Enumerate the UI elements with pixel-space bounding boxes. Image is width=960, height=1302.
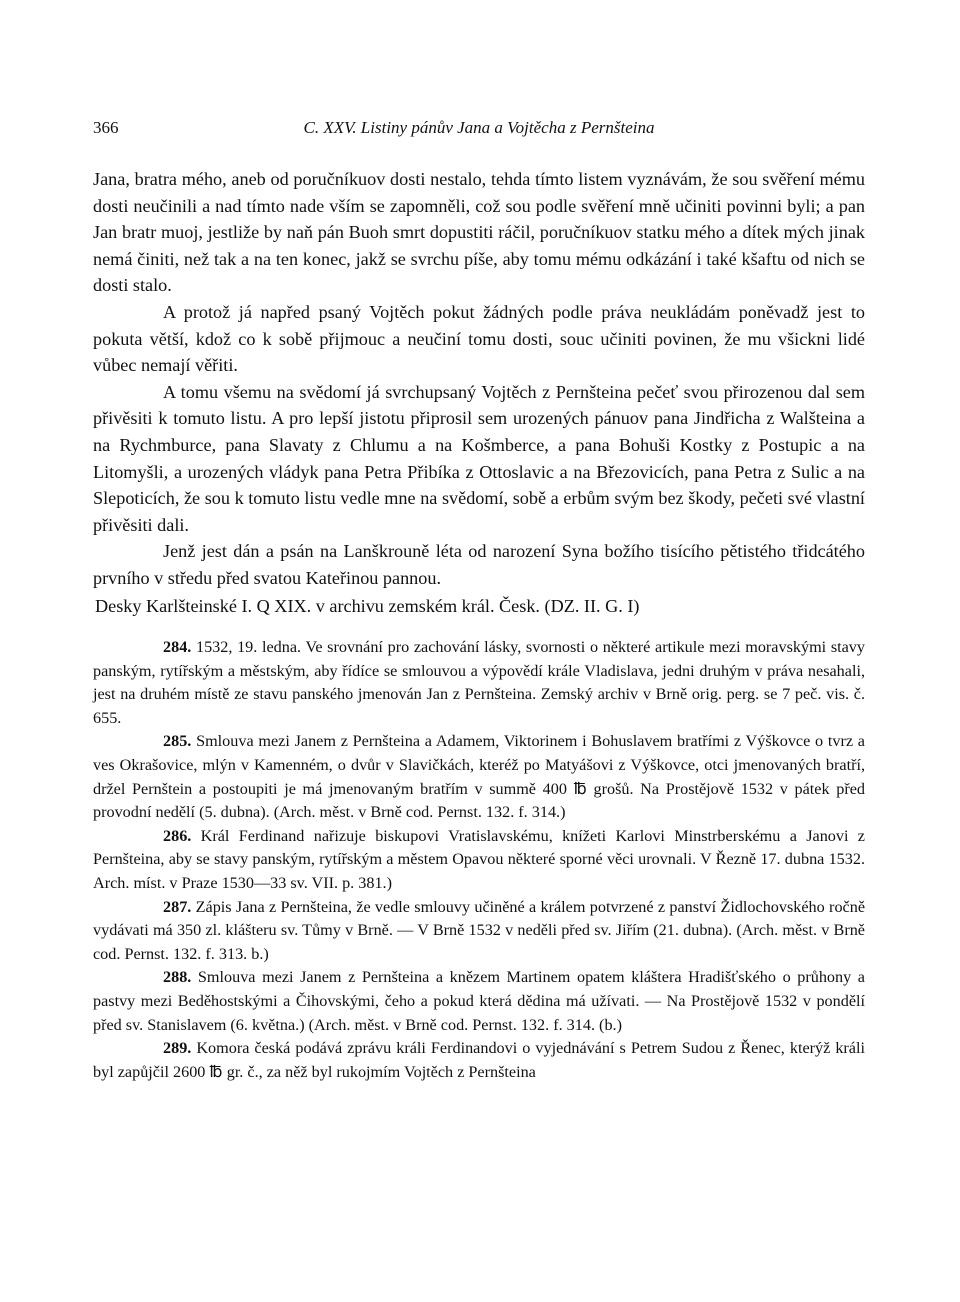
entry-number: 284. (163, 638, 192, 657)
regesta-list (93, 636, 865, 1084)
entry-text: 1532, 19. ledna. Ve srovnání pro zachování lásky, svornosti o některé artikule mezi moravskými stavy panským, rytířským a městským, aby řídíce se smlouvou a výpovědí krále Vladislava, jedni druhým v práva nesahali, jest na druhém místě ze stavu panského jmenován Jan z Pernšteina. Zemský archiv v Brně orig. perg. se 7 peč. vis. č. 655. (93, 638, 865, 727)
entry-number: 288. (163, 968, 192, 987)
entry-text: Smlouva mezi Janem z Pernšteina a Adamem, Viktorinem i Bohuslavem bratřími z Výškovce o tvrz a ves Okrašovice, mlýn v Kamenném, o dvůr v Slavičkách, kteréž po Matyášovi z Výškovce, otci jmenovaných bratří, držel Pernštein a postoupiti je má jmenovaným bratřím v summě 400 ℔ grošů. Na Prostějově 1532 v pátek před provodní nedělí (5. dubna). (Arch. měst. v Brně cod. Pernst. 132. f. 314.) (93, 732, 865, 822)
paragraph: Jana, bratra mého, aneb od poručníkuov dosti nestalo, tehda tímto listem vyznávám, že sou svěření mému dosti neučinili a nad tímto nade vším se zapomněli, což sou podle svěření mně učiniti povinni byli; a pan Jan bratr muoj, jestliže by naň pán Buoh smrt dopustiti ráčil, poručníkuov statku mého a dítek mých jinak nemá činiti, než tak a na ten konec, jakž se svrchu píše, aby tomu mému odkázání i také kšaftu od nich se dosti stalo. (93, 169, 865, 296)
paragraph: Jenž jest dán a psán na Lanškrouně léta od narození Syna božího tisícího pětistého třidcátého prvního v středu před svatou Kateřinou pannou. (93, 541, 865, 588)
entry-text: Zápis Jana z Pernšteina, že vedle smlouvy učiněné a králem potvrzené z panství Židlochovského ročně vydávati má 350 zl. klášteru sv. Tůmy v Brně. — V Brně 1532 v neděli před sv. Jiřím (21. dubna). (Arch. měst. v Brně cod. Pernst. 132. f. 313. b.) (93, 897, 865, 963)
running-title: C. XXV. Listiny pánův Jana a Vojtěcha z Pernšteina (303, 118, 655, 137)
entry-number: 285. (163, 732, 192, 751)
paragraph: A protož já napřed psaný Vojtěch pokut žádných podle práva neukládám poněvadž jest to pokuta větší, kdož co k sobě přijmouc a neučiní tomu dosti, souc učiniti povinen, že mu všickni lidé vůbec nemají věřiti. (93, 301, 865, 376)
regest-entry (93, 1037, 865, 1084)
charter-text (93, 166, 865, 619)
entry-text: Smlouva mezi Janem z Pernšteina a knězem Martinem opatem kláštera Hradišťského o průhony a pastvy mezi Beděhostskými a Čihovskými, čeho a pokud která dědina má užívati. — Na Prostějově 1532 v pondělí před sv. Stanislavem (6. května.) (Arch. měst. v Brně cod. Pernst. 132. f. 314. (b.) (93, 968, 865, 1034)
entry-number: 286. (163, 826, 192, 845)
entry-number: 287. (163, 897, 192, 916)
source-note: Desky Karlšteinské I. Q XIX. v archivu zemském král. Česk. (DZ. II. G. I) (95, 595, 640, 616)
paragraph: A tomu všemu na svědomí já svrchupsaný Vojtěch z Pernšteina pečeť svou přirozenou dal sem přivěsiti k tomuto listu. A pro lepší jistotu připrosil sem urozených pánuov pana Jindřicha z Walšteina a na Rychmburce, pana Slavaty z Chlumu a na Košmberce, a pana Bohuši Kostky z Postupic a na Litomyšli, a urozených vládyk pana Petra Přibíka z Ottoslavic a na Březovicích, pana Petra z Sulic a na Slepoticích, že sou k tomuto listu vedle mne na svědomí, sobě a erbům svým bez škody, pečeti své vlastní přivěsiti dali. (93, 381, 865, 535)
page-number: 366 (93, 118, 119, 137)
entry-text: Komora česká podává zprávu králi Ferdinandovi o vyjednávání s Petrem Sudou z Řenec, kterýž králi byl zapůjčil 2600 ℔ gr. č., za něž byl rukojmím Vojtěch z Pernšteina (93, 1039, 865, 1081)
regest-entry (93, 730, 865, 824)
entry-text: Král Ferdinand nařizuje biskupovi Vratislavskému, knížeti Karlovi Minstrberskému a Janovi z Pernšteina, aby se stavy panským, rytířským a městem Opavou některé sporné věci urovnali. V Řezně 17. dubna 1532. Arch. míst. v Praze 1530—33 sv. VII. p. 381.) (93, 826, 865, 893)
regest-entry (93, 966, 865, 1037)
page-body (93, 166, 865, 1084)
entry-number: 289. (163, 1039, 192, 1058)
regest-entry (93, 636, 865, 730)
regest-entry (93, 896, 865, 967)
page-header (93, 118, 865, 142)
regest-entry (93, 825, 865, 896)
